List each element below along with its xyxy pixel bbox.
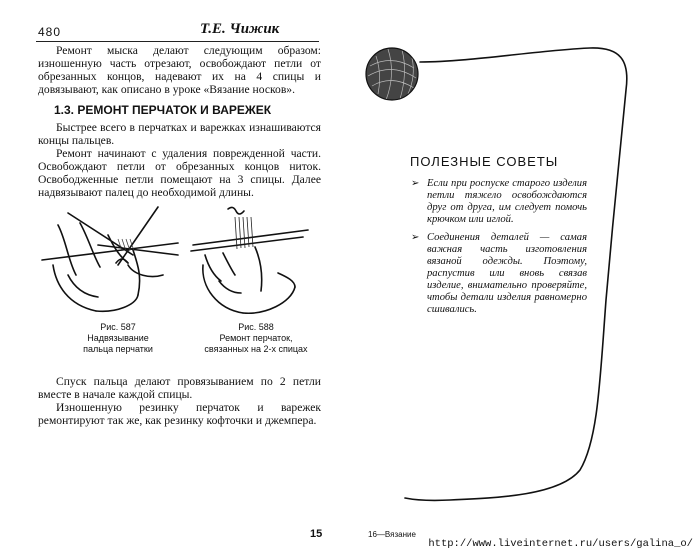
page-number: 480	[38, 25, 62, 39]
watermark-url: http://www.liveinternet.ru/users/galina_o/	[428, 538, 693, 550]
intro-paragraph: Ремонт мыска делают следующим образом: изношенную часть отрезают, освобождают петли от обрезанных концов, надевают их на 4 спицы и довязывают, как описано в уроке «Вязание носков».	[38, 44, 321, 96]
figure-587-caption: Рис. 587 Надвязывание пальца перчатки	[83, 322, 153, 354]
section-para-1: Быстрее всего в перчатках и варежках изнашиваются концы пальцев.	[38, 121, 321, 147]
tips-title: ПОЛЕЗНЫЕ СОВЕТЫ	[410, 154, 559, 169]
tip-item: ➢ Если при роспуске старого изделия петли тяжело освобождаются друг от друга, им следует помочь крючком или иглой.	[411, 178, 587, 225]
section-title: 1.3. РЕМОНТ ПЕРЧАТОК И ВАРЕЖЕК	[54, 103, 272, 117]
section-para-2: Ремонт начинают с удаления поврежденной части. Освобождают петли от обрезанных концов ниток. Освободженные петли помещают на 3 спицы. Далее надвязывают палец до необходимой длины.	[38, 147, 321, 199]
running-head: Т.Е. Чижик	[200, 21, 280, 37]
figure-588-caption: Рис. 588 Ремонт перчаток, связанных на 2-х спицах	[204, 322, 308, 354]
tip-item: ➢ Соединения деталей — самая важная часть изготовления вязаной одежды. Поэтому, распустив или вновь связав изделие, внимательно проверяйте, чтобы детали изделия равномерно сшивались.	[411, 232, 587, 315]
left-footer-mark: 15	[310, 528, 323, 540]
right-footer-mark: 16—Вязание	[368, 530, 416, 539]
tips-list	[411, 178, 587, 322]
bottom-para-2: Изношенную резинку перчаток и варежек ремонтируют так же, как резинку кофточки и джемпера.	[38, 401, 321, 427]
bottom-para-1: Спуск пальца делают провязыванием по 2 петли вместе в начале каждой спицы.	[38, 375, 321, 401]
check-arrow-icon: ➢	[411, 232, 420, 243]
check-arrow-icon: ➢	[411, 178, 420, 189]
